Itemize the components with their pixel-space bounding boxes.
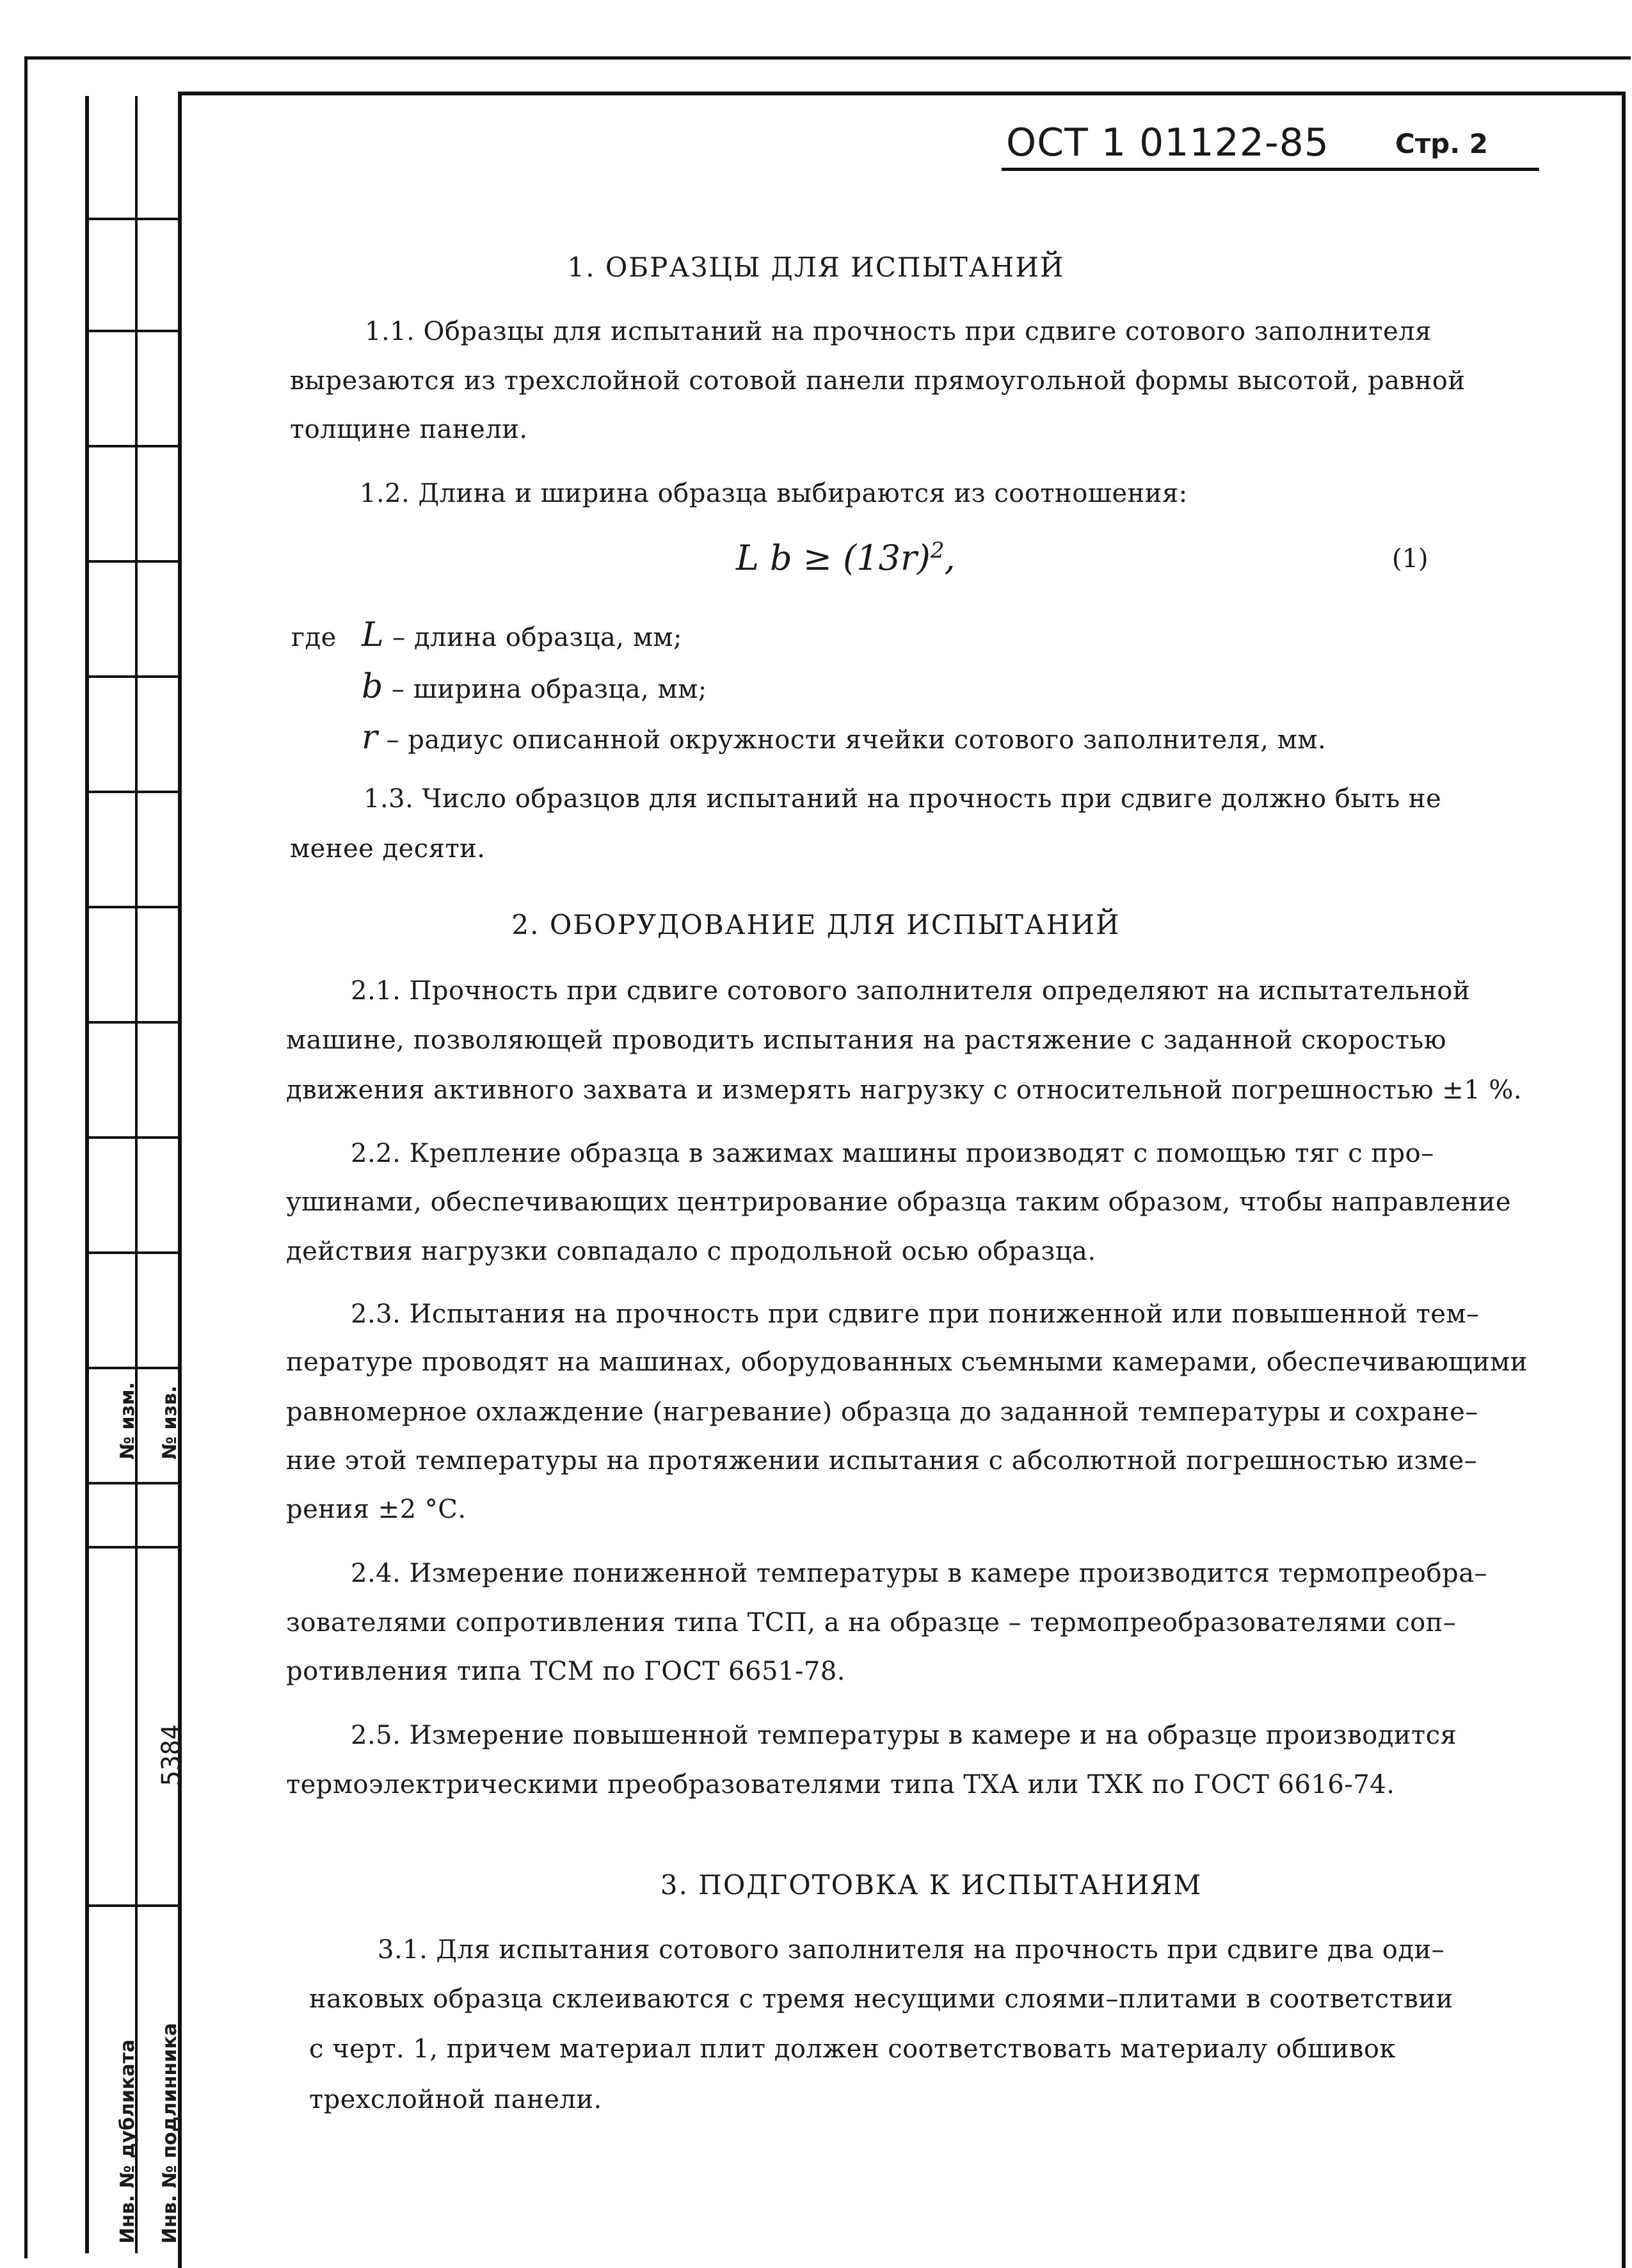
paragraph-line: трехслойной панели. xyxy=(309,2085,602,2114)
section-3-heading: 3. ПОДГОТОВКА К ИСПЫТАНИЯМ xyxy=(660,1869,1203,1901)
formula-number: (1) xyxy=(1392,544,1428,574)
margin-label-izv: № изв. xyxy=(159,1385,181,1460)
margin-divider xyxy=(85,1021,181,1024)
paragraph-line: 3.1. Для испытания сотового заполнителя на прочность при сдвиге два оди– xyxy=(378,1935,1445,1965)
formula-tail: , xyxy=(944,538,956,578)
margin-divider xyxy=(85,560,181,563)
paragraph-line: вырезаются из трехслойной сотовой панели прямоугольной формы высотой, равной xyxy=(290,366,1466,396)
symbol-b: b xyxy=(362,668,383,706)
paragraph-line: толщине панели. xyxy=(290,415,528,444)
paragraph-line: ушинами, обеспечивающих центрирование образца таким образом, чтобы направление xyxy=(286,1187,1512,1217)
paragraph-line: 1.3. Число образцов для испытаний на прочность при сдвиге должно быть не xyxy=(364,784,1442,814)
formula-exponent: 2 xyxy=(930,538,945,563)
formula xyxy=(736,538,956,578)
symbol-r: r xyxy=(362,718,378,757)
page-number: Стр. 2 xyxy=(1395,128,1489,159)
margin-label-inv-dubl: Инв. № дубликата xyxy=(116,2039,139,2244)
paragraph-line: 2.5. Измерение повышенной температуры в камере и на образце производится xyxy=(351,1721,1457,1750)
margin-label-inv-podl: Инв. № подлинника xyxy=(159,2023,181,2244)
margin-divider xyxy=(85,1367,181,1369)
where-r-text: – радиус описанной окружности ячейки сотового заполнителя, мм. xyxy=(386,725,1327,755)
where-line-l xyxy=(362,616,682,654)
margin-divider xyxy=(85,791,181,793)
where-b-text: – ширина образца, мм; xyxy=(392,675,707,704)
margin-divider xyxy=(85,1136,181,1139)
paragraph-line: 1.2. Длина и ширина образца выбираются из соотношения: xyxy=(360,479,1188,508)
margin-inventory-number: 5384 xyxy=(157,1724,186,1786)
section-1-heading: 1. ОБРАЗЦЫ ДЛЯ ИСПЫТАНИЙ xyxy=(567,252,1065,283)
paragraph-line: рения ±2 °С. xyxy=(286,1495,467,1524)
margin-label-izm: № изм. xyxy=(116,1382,139,1460)
paragraph-line: пературе проводят на машинах, оборудованных съемными камерами, обеспечивающими xyxy=(286,1347,1528,1377)
paragraph-line: 2.4. Измерение пониженной температуры в камере производится термопреобра– xyxy=(351,1559,1488,1588)
paragraph-line: наковых образца склеиваются с тремя несущими слоями–плитами в соответствии xyxy=(309,1984,1453,2014)
paragraph-line: движения активного захвата и измерять нагрузку с относительной погрешностью ±1 %. xyxy=(286,1075,1523,1105)
margin-divider xyxy=(85,218,181,220)
paragraph-line: зователями сопротивления типа ТСП, а на образце – термопреобразователями соп– xyxy=(286,1608,1457,1637)
margin-divider xyxy=(85,675,181,678)
paragraph-line: менее десяти. xyxy=(290,834,486,864)
section-2-heading: 2. ОБОРУДОВАНИЕ ДЛЯ ИСПЫТАНИЙ xyxy=(511,909,1121,940)
margin-divider xyxy=(85,330,181,332)
paragraph-line: ротивления типа ТСМ по ГОСТ 6651-78. xyxy=(286,1657,845,1686)
paragraph-line: машине, позволяющей проводить испытания на растяжение с заданной скоростью xyxy=(286,1025,1447,1055)
paragraph-line: действия нагрузки совпадало с продольной осью образца. xyxy=(286,1237,1096,1266)
paragraph-line: 2.1. Прочность при сдвиге сотового заполнителя определяют на испытательной xyxy=(351,976,1471,1006)
paragraph-line: 1.1. Образцы для испытаний на прочность при сдвиге сотового заполнителя xyxy=(365,317,1432,346)
margin-divider xyxy=(85,906,181,908)
header-underline xyxy=(1002,168,1539,171)
margin-column-right xyxy=(135,96,179,2253)
paragraph-line: 2.2. Крепление образца в зажимах машины производят с помощью тяг с про– xyxy=(351,1139,1434,1168)
margin-divider xyxy=(85,1546,181,1548)
paragraph-line: ние этой температуры на протяжении испытания с абсолютной погрешностью изме– xyxy=(286,1446,1478,1476)
where-line-b xyxy=(362,668,707,706)
where-label: где xyxy=(291,623,337,652)
where-l-text: – длина образца, мм; xyxy=(392,623,683,652)
where-line-r xyxy=(362,718,1326,757)
paragraph-line: термоэлектрическими преобразователями типа ТХА или ТХК по ГОСТ 6616-74. xyxy=(286,1770,1395,1799)
margin-column-left xyxy=(85,96,136,2253)
margin-divider xyxy=(85,1482,181,1484)
document-code: ОСТ 1 01122-85 xyxy=(1006,120,1329,165)
paragraph-line: с черт. 1, причем материал плит должен соответствовать материалу обшивок xyxy=(309,2034,1396,2064)
formula-body: L b ≥ (13r) xyxy=(736,538,931,578)
margin-divider xyxy=(85,1904,181,1907)
margin-divider xyxy=(85,445,181,447)
margin-divider xyxy=(85,1251,181,1254)
symbol-l: L xyxy=(362,616,385,654)
paragraph-line: 2.3. Испытания на прочность при сдвиге при пониженной или повышенной тем– xyxy=(351,1299,1480,1329)
paragraph-line: равномерное охлаждение (нагревание) образца до заданной температуры и сохране– xyxy=(286,1397,1478,1427)
